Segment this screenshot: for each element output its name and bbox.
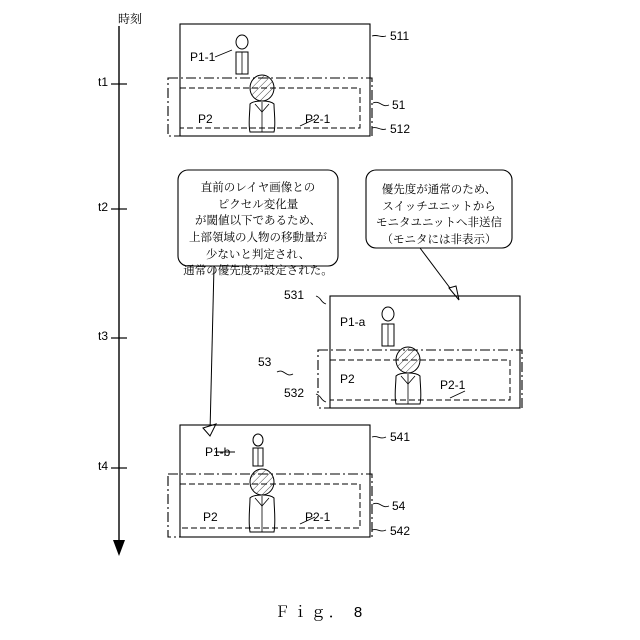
time-tick-t2: t2 — [98, 200, 109, 214]
frame-1-callout-upper: 511 — [390, 29, 410, 43]
frame-4-callout-frame: 54 — [392, 499, 406, 513]
frame-1-lower-region-label: P2-1 — [305, 112, 331, 126]
frame-3-callout-upper: 531 — [284, 288, 305, 302]
frame-3-lower-region-label: P2-1 — [440, 378, 466, 392]
frame-1-callout-frame: 51 — [392, 98, 406, 112]
frame-4-upper-person-label: P1-b — [205, 445, 231, 459]
axis-title: 時刻 — [118, 12, 143, 26]
frame-3-callout-lower: 532 — [284, 386, 305, 400]
frame-4-lower-region-label: P2-1 — [305, 510, 331, 524]
frame-3-upper-person-label: P1-a — [340, 315, 366, 329]
annotation-right: 優先度が通常のため、 スイッチユニットから モニタユニットへ非送信 （モニタには非表示） — [375, 184, 503, 247]
frame-1-callout-lower: 512 — [390, 122, 411, 136]
annotation-left: 直前のレイヤ画像との ピクセル変化量 が閾値以下であるため、 上部領域の人物の移動量が 少ないと判定され、 通常の優先度が設定された。 — [183, 182, 333, 278]
frame-4 — [168, 425, 389, 537]
frame-1-lower-person-label: P2 — [198, 112, 213, 126]
time-axis — [111, 26, 127, 556]
frame-4-callout-upper: 541 — [390, 430, 411, 444]
frame-4-callout-lower: 542 — [390, 524, 411, 538]
frame-3 — [277, 296, 522, 408]
time-tick-t4: t4 — [98, 459, 109, 473]
frame-3-callout-frame: 53 — [258, 355, 272, 369]
time-tick-t3: t3 — [98, 329, 109, 343]
figure-caption: Ｆｉｇ． 8 — [274, 604, 366, 621]
frame-1-upper-person-label: P1-1 — [190, 50, 216, 64]
frame-4-lower-person-label: P2 — [203, 510, 218, 524]
time-tick-t1: t1 — [98, 75, 109, 89]
frame-3-lower-person-label: P2 — [340, 372, 355, 386]
